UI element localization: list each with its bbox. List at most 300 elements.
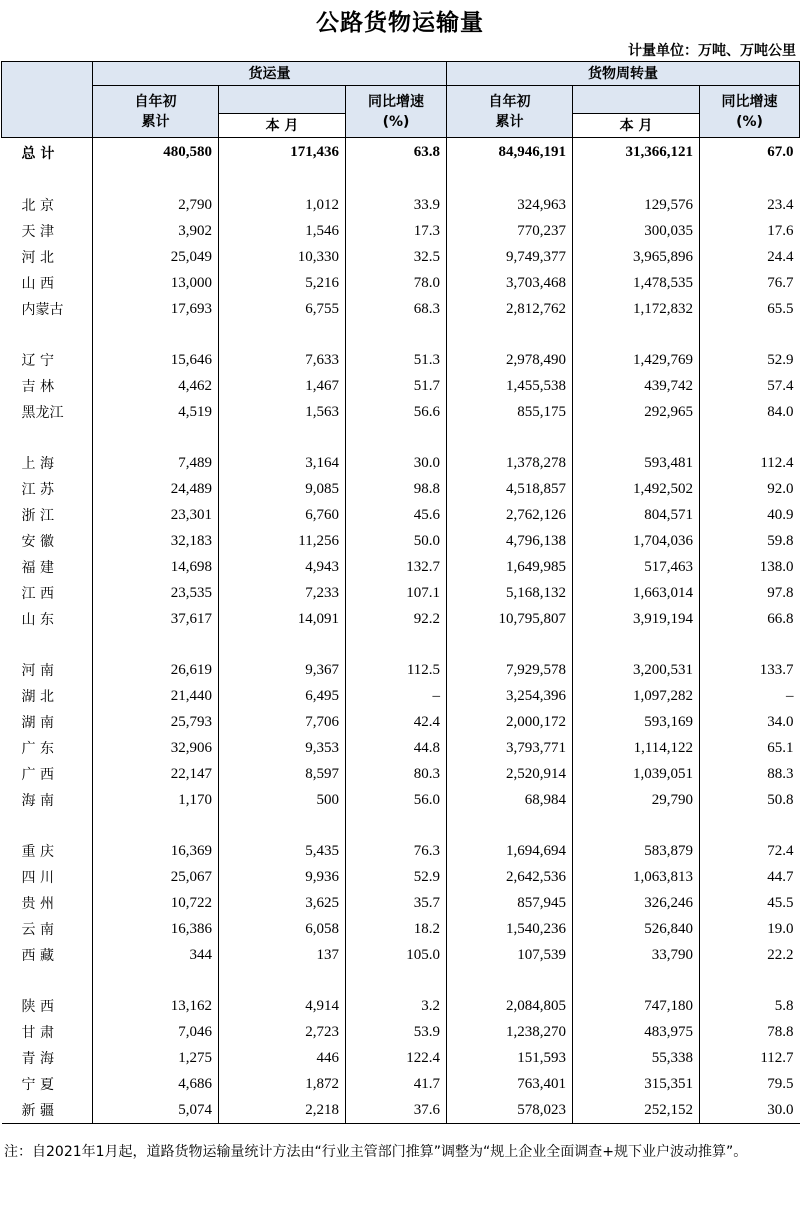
region-name: 重 庆 bbox=[21, 844, 54, 860]
ytd-volume-cell: 25,049 bbox=[93, 244, 219, 270]
spacer-cell bbox=[219, 167, 346, 192]
ytd-turnover-cell: 763,401 bbox=[447, 1071, 573, 1097]
table-row bbox=[2, 1071, 800, 1097]
month-volume-cell: 137 bbox=[219, 942, 346, 968]
yoy-volume-cell: 30.0 bbox=[346, 450, 447, 476]
ytd-volume-cell: 5,074 bbox=[93, 1097, 219, 1124]
month-turnover-cell: 1,097,282 bbox=[573, 683, 700, 709]
month-volume-cell: 7,633 bbox=[219, 347, 346, 373]
region-name: 安 徽 bbox=[21, 534, 54, 550]
spacer-cell bbox=[700, 167, 800, 192]
ytd-turnover-cell: 2,000,172 bbox=[447, 709, 573, 735]
month-volume-cell: 9,085 bbox=[219, 476, 346, 502]
yoy-volume-cell: 76.3 bbox=[346, 838, 447, 864]
yoy-volume-cell: 56.6 bbox=[346, 399, 447, 425]
header-freight-volume: 货运量 bbox=[93, 62, 447, 86]
ytd-volume-cell: 16,386 bbox=[93, 916, 219, 942]
table-row bbox=[2, 993, 800, 1019]
table-row bbox=[2, 657, 800, 683]
yoy-volume-cell: 35.7 bbox=[346, 890, 447, 916]
ytd-turnover-cell: 857,945 bbox=[447, 890, 573, 916]
yoy-volume-cell: 112.5 bbox=[346, 657, 447, 683]
spacer-cell bbox=[2, 813, 93, 838]
yoy-volume-cell: 41.7 bbox=[346, 1071, 447, 1097]
yoy-volume-cell: 50.0 bbox=[346, 528, 447, 554]
table-row bbox=[2, 554, 800, 580]
ytd-turnover-cell: 1,694,694 bbox=[447, 838, 573, 864]
month-turnover-cell: 292,965 bbox=[573, 399, 700, 425]
spacer-cell bbox=[93, 632, 219, 657]
freight-table bbox=[1, 61, 800, 1124]
yoy-turnover-cell: 76.7 bbox=[700, 270, 800, 296]
header-ytd-line2: 累计 bbox=[495, 113, 524, 130]
spacer-cell bbox=[219, 425, 346, 450]
ytd-turnover-cell: 107,539 bbox=[447, 942, 573, 968]
yoy-volume-cell: 63.8 bbox=[346, 138, 447, 168]
yoy-volume-cell: 53.9 bbox=[346, 1019, 447, 1045]
yoy-turnover-cell: 79.5 bbox=[700, 1071, 800, 1097]
spacer-cell bbox=[700, 968, 800, 993]
month-turnover-cell: 129,576 bbox=[573, 192, 700, 218]
yoy-turnover-cell: 45.5 bbox=[700, 890, 800, 916]
ytd-volume-cell: 13,000 bbox=[93, 270, 219, 296]
yoy-turnover-cell: 138.0 bbox=[700, 554, 800, 580]
ytd-volume-cell: 37,617 bbox=[93, 606, 219, 632]
spacer-cell bbox=[219, 813, 346, 838]
ytd-volume-cell: 17,693 bbox=[93, 296, 219, 322]
yoy-volume-cell: 51.7 bbox=[346, 373, 447, 399]
ytd-volume-cell: 2,790 bbox=[93, 192, 219, 218]
month-volume-cell: 1,872 bbox=[219, 1071, 346, 1097]
header-corner bbox=[2, 62, 93, 138]
yoy-volume-cell: 17.3 bbox=[346, 218, 447, 244]
table-row bbox=[2, 218, 800, 244]
yoy-turnover-cell: – bbox=[700, 683, 800, 709]
spacer-cell bbox=[346, 632, 447, 657]
ytd-turnover-cell: 4,518,857 bbox=[447, 476, 573, 502]
ytd-turnover-cell: 2,762,126 bbox=[447, 502, 573, 528]
yoy-turnover-cell: 65.5 bbox=[700, 296, 800, 322]
yoy-volume-cell: 107.1 bbox=[346, 580, 447, 606]
region-name: 辽 宁 bbox=[21, 353, 54, 369]
ytd-volume-cell: 1,170 bbox=[93, 787, 219, 813]
yoy-turnover-cell: 112.7 bbox=[700, 1045, 800, 1071]
table-row bbox=[2, 916, 800, 942]
header-ytd-turnover bbox=[447, 86, 573, 138]
yoy-turnover-cell: 19.0 bbox=[700, 916, 800, 942]
yoy-turnover-cell: 72.4 bbox=[700, 838, 800, 864]
region-name: 江 苏 bbox=[21, 482, 54, 498]
month-turnover-cell: 300,035 bbox=[573, 218, 700, 244]
region-name: 总 计 bbox=[21, 145, 55, 162]
table-row bbox=[2, 606, 800, 632]
region-name: 内蒙古 bbox=[21, 302, 64, 318]
yoy-turnover-cell: 57.4 bbox=[700, 373, 800, 399]
month-turnover-cell: 1,492,502 bbox=[573, 476, 700, 502]
spacer-cell bbox=[93, 813, 219, 838]
yoy-turnover-cell: 24.4 bbox=[700, 244, 800, 270]
header-month-volume: 本 月 bbox=[219, 114, 346, 138]
ytd-volume-cell: 4,686 bbox=[93, 1071, 219, 1097]
page-title: 公路货物运输量 bbox=[316, 10, 484, 36]
spacer-cell bbox=[93, 968, 219, 993]
region-name: 青 海 bbox=[21, 1051, 54, 1067]
month-volume-cell: 3,164 bbox=[219, 450, 346, 476]
region-name: 陕 西 bbox=[21, 999, 54, 1015]
month-turnover-cell: 1,429,769 bbox=[573, 347, 700, 373]
month-turnover-cell: 593,481 bbox=[573, 450, 700, 476]
yoy-turnover-cell: 52.9 bbox=[700, 347, 800, 373]
spacer-cell bbox=[573, 167, 700, 192]
footnote: 注：自2021年1月起，道路货物运输量统计方法由“行业主管部门推算”调整为“规上企业全面调查+规下业户波动推算”。 bbox=[4, 1144, 748, 1160]
yoy-turnover-cell: 23.4 bbox=[700, 192, 800, 218]
header-ytd-line2: 累计 bbox=[141, 113, 170, 130]
month-volume-cell: 5,435 bbox=[219, 838, 346, 864]
month-turnover-cell: 31,366,121 bbox=[573, 138, 700, 168]
month-volume-cell: 9,936 bbox=[219, 864, 346, 890]
spacer-row bbox=[2, 167, 800, 192]
yoy-turnover-cell: 30.0 bbox=[700, 1097, 800, 1124]
region-name: 福 建 bbox=[21, 560, 54, 576]
month-volume-cell: 6,495 bbox=[219, 683, 346, 709]
ytd-volume-cell: 21,440 bbox=[93, 683, 219, 709]
yoy-volume-cell: 80.3 bbox=[346, 761, 447, 787]
yoy-turnover-cell: 44.7 bbox=[700, 864, 800, 890]
spacer-cell bbox=[573, 322, 700, 347]
ytd-volume-cell: 22,147 bbox=[93, 761, 219, 787]
header-yoy-volume bbox=[346, 86, 447, 138]
yoy-turnover-cell: 112.4 bbox=[700, 450, 800, 476]
spacer-cell bbox=[447, 425, 573, 450]
region-name: 山 东 bbox=[21, 612, 54, 628]
ytd-turnover-cell: 2,520,914 bbox=[447, 761, 573, 787]
region-name: 新 疆 bbox=[2, 1097, 93, 1124]
spacer-cell bbox=[93, 425, 219, 450]
spacer-cell bbox=[2, 632, 93, 657]
header-yoy-line2: (%) bbox=[736, 113, 763, 130]
table-row bbox=[2, 270, 800, 296]
table-row bbox=[2, 502, 800, 528]
yoy-turnover-cell: 92.0 bbox=[700, 476, 800, 502]
header-yoy-line2: (%) bbox=[382, 113, 410, 130]
month-volume-cell: 500 bbox=[219, 787, 346, 813]
region-name: 上 海 bbox=[21, 456, 54, 472]
table-row bbox=[2, 735, 800, 761]
header-turnover: 货物周转量 bbox=[447, 62, 800, 86]
yoy-volume-cell: 3.2 bbox=[346, 993, 447, 1019]
yoy-turnover-cell: 78.8 bbox=[700, 1019, 800, 1045]
spacer-cell bbox=[573, 425, 700, 450]
month-turnover-cell: 315,351 bbox=[573, 1071, 700, 1097]
ytd-turnover-cell: 2,978,490 bbox=[447, 347, 573, 373]
ytd-turnover-cell: 9,749,377 bbox=[447, 244, 573, 270]
ytd-volume-cell: 14,698 bbox=[93, 554, 219, 580]
region-name: 河 北 bbox=[21, 250, 54, 266]
yoy-volume-cell: 56.0 bbox=[346, 787, 447, 813]
yoy-volume-cell: 51.3 bbox=[346, 347, 447, 373]
ytd-volume-cell: 1,275 bbox=[93, 1045, 219, 1071]
month-volume-cell: 1,012 bbox=[219, 192, 346, 218]
spacer-cell bbox=[700, 813, 800, 838]
yoy-volume-cell: 92.2 bbox=[346, 606, 447, 632]
month-turnover-cell: 1,704,036 bbox=[573, 528, 700, 554]
yoy-turnover-cell: 133.7 bbox=[700, 657, 800, 683]
spacer-cell bbox=[2, 167, 93, 192]
month-volume-cell: 11,256 bbox=[219, 528, 346, 554]
spacer-cell bbox=[447, 167, 573, 192]
month-turnover-cell: 252,152 bbox=[573, 1097, 700, 1124]
month-volume-cell: 4,943 bbox=[219, 554, 346, 580]
header-month-turnover: 本 月 bbox=[573, 114, 700, 138]
region-name: 云 南 bbox=[21, 922, 54, 938]
table-row bbox=[2, 787, 800, 813]
month-turnover-cell: 804,571 bbox=[573, 502, 700, 528]
yoy-turnover-cell: 88.3 bbox=[700, 761, 800, 787]
ytd-turnover-cell: 1,540,236 bbox=[447, 916, 573, 942]
month-volume-cell: 171,436 bbox=[219, 138, 346, 168]
month-turnover-cell: 326,246 bbox=[573, 890, 700, 916]
yoy-turnover-cell: 59.8 bbox=[700, 528, 800, 554]
spacer-cell bbox=[2, 425, 93, 450]
spacer-cell bbox=[93, 322, 219, 347]
table-row bbox=[2, 1019, 800, 1045]
month-turnover-cell: 1,172,832 bbox=[573, 296, 700, 322]
yoy-volume-cell: 33.9 bbox=[346, 192, 447, 218]
month-volume-cell: 1,467 bbox=[219, 373, 346, 399]
ytd-volume-cell: 3,902 bbox=[93, 218, 219, 244]
ytd-volume-cell: 13,162 bbox=[93, 993, 219, 1019]
spacer-cell bbox=[219, 632, 346, 657]
yoy-turnover-cell: 84.0 bbox=[700, 399, 800, 425]
ytd-turnover-cell: 1,378,278 bbox=[447, 450, 573, 476]
month-turnover-cell: 29,790 bbox=[573, 787, 700, 813]
ytd-turnover-cell: 3,254,396 bbox=[447, 683, 573, 709]
region-name: 黑龙江 bbox=[21, 405, 64, 421]
region-name: 山 西 bbox=[21, 276, 54, 292]
table-row bbox=[2, 244, 800, 270]
table-row bbox=[2, 683, 800, 709]
ytd-turnover-cell: 2,642,536 bbox=[447, 864, 573, 890]
total-row bbox=[2, 138, 800, 168]
spacer-cell bbox=[700, 322, 800, 347]
month-turnover-cell: 747,180 bbox=[573, 993, 700, 1019]
month-volume-cell: 1,546 bbox=[219, 218, 346, 244]
yoy-volume-cell: 122.4 bbox=[346, 1045, 447, 1071]
yoy-volume-cell: 42.4 bbox=[346, 709, 447, 735]
region-name: 河 南 bbox=[21, 663, 54, 679]
region-name: 广 东 bbox=[21, 741, 54, 757]
ytd-volume-cell: 15,646 bbox=[93, 347, 219, 373]
yoy-volume-cell: 18.2 bbox=[346, 916, 447, 942]
spacer-cell bbox=[700, 632, 800, 657]
header-spacer bbox=[219, 86, 346, 114]
yoy-volume-cell: 32.5 bbox=[346, 244, 447, 270]
ytd-volume-cell: 23,535 bbox=[93, 580, 219, 606]
region-name: 浙 江 bbox=[21, 508, 54, 524]
yoy-turnover-cell: 97.8 bbox=[700, 580, 800, 606]
ytd-volume-cell: 4,519 bbox=[93, 399, 219, 425]
month-turnover-cell: 3,965,896 bbox=[573, 244, 700, 270]
region-name: 江 西 bbox=[21, 586, 54, 602]
month-volume-cell: 14,091 bbox=[219, 606, 346, 632]
ytd-volume-cell: 10,722 bbox=[93, 890, 219, 916]
month-turnover-cell: 1,063,813 bbox=[573, 864, 700, 890]
table-row bbox=[2, 838, 800, 864]
table-row bbox=[2, 528, 800, 554]
ytd-volume-cell: 26,619 bbox=[93, 657, 219, 683]
region-name: 西 藏 bbox=[21, 948, 54, 964]
region-name: 海 南 bbox=[21, 793, 54, 809]
spacer-cell bbox=[447, 632, 573, 657]
region-name: 甘 肃 bbox=[21, 1025, 54, 1041]
month-turnover-cell: 593,169 bbox=[573, 709, 700, 735]
ytd-turnover-cell: 2,084,805 bbox=[447, 993, 573, 1019]
region-name: 湖 南 bbox=[21, 715, 54, 731]
ytd-volume-cell: 24,489 bbox=[93, 476, 219, 502]
table-row bbox=[2, 296, 800, 322]
ytd-volume-cell: 25,067 bbox=[93, 864, 219, 890]
yoy-turnover-cell: 40.9 bbox=[700, 502, 800, 528]
yoy-volume-cell: 78.0 bbox=[346, 270, 447, 296]
yoy-volume-cell: 52.9 bbox=[346, 864, 447, 890]
spacer-cell bbox=[2, 968, 93, 993]
table-row bbox=[2, 1097, 800, 1124]
yoy-turnover-cell: 65.1 bbox=[700, 735, 800, 761]
month-volume-cell: 6,760 bbox=[219, 502, 346, 528]
ytd-turnover-cell: 1,455,538 bbox=[447, 373, 573, 399]
header-spacer bbox=[573, 86, 700, 114]
ytd-volume-cell: 480,580 bbox=[93, 138, 219, 168]
table-row bbox=[2, 942, 800, 968]
spacer-cell bbox=[573, 632, 700, 657]
ytd-turnover-cell: 855,175 bbox=[447, 399, 573, 425]
spacer-row bbox=[2, 425, 800, 450]
month-turnover-cell: 526,840 bbox=[573, 916, 700, 942]
yoy-volume-cell: 45.6 bbox=[346, 502, 447, 528]
month-turnover-cell: 517,463 bbox=[573, 554, 700, 580]
ytd-turnover-cell: 324,963 bbox=[447, 192, 573, 218]
spacer-row bbox=[2, 813, 800, 838]
month-volume-cell: 1,563 bbox=[219, 399, 346, 425]
region-name: 吉 林 bbox=[21, 379, 54, 395]
ytd-volume-cell: 7,046 bbox=[93, 1019, 219, 1045]
ytd-volume-cell: 16,369 bbox=[93, 838, 219, 864]
table-row bbox=[2, 192, 800, 218]
spacer-cell bbox=[447, 813, 573, 838]
table-row bbox=[2, 450, 800, 476]
yoy-turnover-cell: 67.0 bbox=[700, 138, 800, 168]
unit-label: 计量单位：万吨、万吨公里 bbox=[628, 43, 796, 59]
yoy-turnover-cell: 50.8 bbox=[700, 787, 800, 813]
table-row bbox=[2, 864, 800, 890]
ytd-volume-cell: 32,183 bbox=[93, 528, 219, 554]
header-ytd-line1: 自年初 bbox=[488, 93, 531, 110]
region-name: 四 川 bbox=[21, 870, 54, 886]
month-volume-cell: 10,330 bbox=[219, 244, 346, 270]
ytd-turnover-cell: 5,168,132 bbox=[447, 580, 573, 606]
month-volume-cell: 2,723 bbox=[219, 1019, 346, 1045]
month-turnover-cell: 3,200,531 bbox=[573, 657, 700, 683]
table-row bbox=[2, 1045, 800, 1071]
header-ytd-line1: 自年初 bbox=[134, 93, 177, 110]
yoy-turnover-cell: 5.8 bbox=[700, 993, 800, 1019]
ytd-turnover-cell: 1,649,985 bbox=[447, 554, 573, 580]
table-row bbox=[2, 709, 800, 735]
month-turnover-cell: 439,742 bbox=[573, 373, 700, 399]
table-body bbox=[2, 138, 800, 1124]
table-row bbox=[2, 347, 800, 373]
spacer-cell bbox=[2, 322, 93, 347]
header-yoy-line1: 同比增速 bbox=[721, 93, 778, 110]
spacer-cell bbox=[346, 322, 447, 347]
ytd-turnover-cell: 84,946,191 bbox=[447, 138, 573, 168]
spacer-cell bbox=[573, 813, 700, 838]
ytd-turnover-cell: 68,984 bbox=[447, 787, 573, 813]
month-volume-cell: 3,625 bbox=[219, 890, 346, 916]
ytd-turnover-cell: 151,593 bbox=[447, 1045, 573, 1071]
yoy-volume-cell: 132.7 bbox=[346, 554, 447, 580]
spacer-cell bbox=[447, 968, 573, 993]
month-turnover-cell: 583,879 bbox=[573, 838, 700, 864]
table-row bbox=[2, 373, 800, 399]
month-volume-cell: 5,216 bbox=[219, 270, 346, 296]
month-turnover-cell: 1,039,051 bbox=[573, 761, 700, 787]
table-row bbox=[2, 476, 800, 502]
ytd-turnover-cell: 770,237 bbox=[447, 218, 573, 244]
spacer-cell bbox=[219, 322, 346, 347]
month-turnover-cell: 55,338 bbox=[573, 1045, 700, 1071]
spacer-cell bbox=[346, 813, 447, 838]
month-volume-cell: 6,755 bbox=[219, 296, 346, 322]
spacer-cell bbox=[219, 968, 346, 993]
month-turnover-cell: 1,478,535 bbox=[573, 270, 700, 296]
yoy-turnover-cell: 66.8 bbox=[700, 606, 800, 632]
month-volume-cell: 4,914 bbox=[219, 993, 346, 1019]
yoy-turnover-cell: 22.2 bbox=[700, 942, 800, 968]
ytd-turnover-cell: 4,796,138 bbox=[447, 528, 573, 554]
yoy-volume-cell: 37.6 bbox=[346, 1097, 447, 1124]
ytd-turnover-cell: 2,812,762 bbox=[447, 296, 573, 322]
region-name: 北 京 bbox=[21, 198, 54, 214]
spacer-cell bbox=[573, 968, 700, 993]
spacer-cell bbox=[93, 167, 219, 192]
spacer-cell bbox=[346, 167, 447, 192]
month-volume-cell: 7,233 bbox=[219, 580, 346, 606]
ytd-turnover-cell: 3,703,468 bbox=[447, 270, 573, 296]
ytd-turnover-cell: 578,023 bbox=[447, 1097, 573, 1124]
table-row bbox=[2, 580, 800, 606]
month-volume-cell: 8,597 bbox=[219, 761, 346, 787]
month-turnover-cell: 33,790 bbox=[573, 942, 700, 968]
region-name: 湖 北 bbox=[21, 689, 54, 705]
ytd-volume-cell: 7,489 bbox=[93, 450, 219, 476]
yoy-volume-cell: 98.8 bbox=[346, 476, 447, 502]
yoy-volume-cell: – bbox=[346, 683, 447, 709]
ytd-volume-cell: 25,793 bbox=[93, 709, 219, 735]
month-volume-cell: 9,353 bbox=[219, 735, 346, 761]
region-name: 天 津 bbox=[21, 224, 54, 240]
header-yoy-line1: 同比增速 bbox=[368, 93, 424, 110]
yoy-volume-cell: 105.0 bbox=[346, 942, 447, 968]
ytd-volume-cell: 23,301 bbox=[93, 502, 219, 528]
yoy-volume-cell: 44.8 bbox=[346, 735, 447, 761]
month-turnover-cell: 1,663,014 bbox=[573, 580, 700, 606]
region-name: 贵 州 bbox=[21, 896, 54, 912]
ytd-turnover-cell: 7,929,578 bbox=[447, 657, 573, 683]
ytd-turnover-cell: 3,793,771 bbox=[447, 735, 573, 761]
table-header bbox=[2, 62, 800, 138]
region-name: 广 西 bbox=[21, 767, 54, 783]
